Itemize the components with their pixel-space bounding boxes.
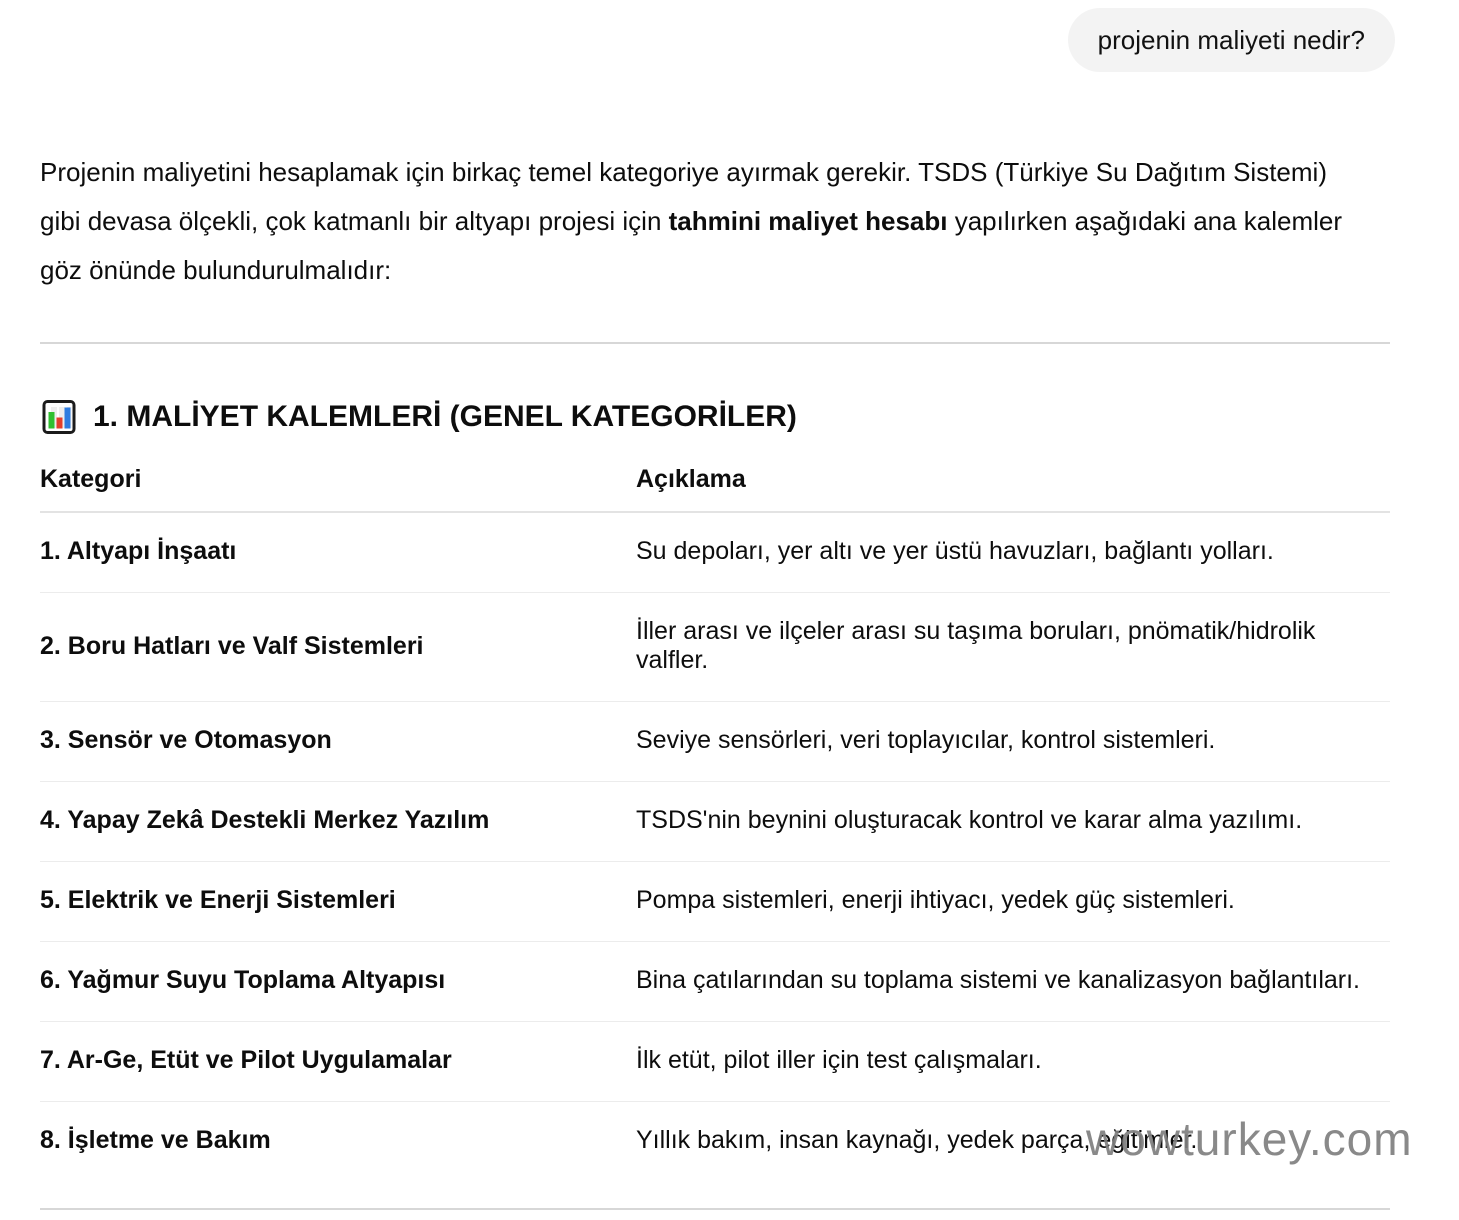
category-cell: 6. Yağmur Suyu Toplama Altyapısı [40, 942, 636, 1022]
description-cell: İller arası ve ilçeler arası su taşıma boruları, pnömatik/hidrolik valfler. [636, 593, 1390, 702]
section-title: 1. MALİYET KALEMLERİ (GENEL KATEGORİLER) [93, 400, 797, 433]
table-row [40, 593, 1390, 702]
description-cell: Su depoları, yer altı ve yer üstü havuzları, bağlantı yolları. [636, 512, 1390, 593]
bar-chart-icon [40, 398, 78, 436]
section-heading [40, 398, 797, 436]
table-row [40, 942, 1390, 1022]
user-message-bubble [1068, 8, 1395, 72]
bottom-divider [40, 1208, 1390, 1210]
description-cell: Pompa sistemleri, enerji ihtiyacı, yedek güç sistemleri. [636, 862, 1390, 942]
description-cell: İlk etüt, pilot iller için test çalışmaları. [636, 1022, 1390, 1102]
category-cell: 2. Boru Hatları ve Valf Sistemleri [40, 593, 636, 702]
category-cell: 8. İşletme ve Bakım [40, 1126, 271, 1154]
column-header-kategori: Kategori [40, 459, 636, 512]
table-row [40, 512, 1390, 593]
description-cell: Yıllık bakım, insan kaynağı, yedek parça, eğitimler. [636, 1126, 1198, 1154]
cost-table-container [40, 459, 1390, 1181]
user-message-text: projenin maliyeti nedir? [1097, 24, 1365, 55]
table-header-row [40, 459, 1390, 512]
category-cell: 3. Sensör ve Otomasyon [40, 702, 636, 782]
paragraph-bold-text: tahmini maliyet hesabı [668, 206, 948, 236]
description-cell: TSDS'nin beynini oluşturacak kontrol ve karar alma yazılımı. [636, 782, 1390, 862]
table-row [40, 782, 1390, 862]
section-divider [40, 342, 1390, 344]
table-row [40, 862, 1390, 942]
cost-categories-table [40, 459, 1390, 1181]
category-cell: 1. Altyapı İnşaatı [40, 512, 636, 593]
table-row [40, 1022, 1390, 1102]
intro-paragraph [40, 148, 1372, 295]
paragraph-text-start: Projenin maliyetini hesaplamak için birkaç temel kategoriye ayırmak gerekir. TSDS (Türkiye Su Dağıtım Sistemi) gibi devasa ölçekli, çok katmanlı bir altyapı projesi için [40, 157, 1327, 236]
description-cell: Seviye sensörleri, veri toplayıcılar, kontrol sistemleri. [636, 702, 1390, 782]
paragraph-text-end: yapılırken aşağıdaki ana kalemler göz önünde bulundurulmalıdır: [40, 206, 1343, 285]
category-cell: 4. Yapay Zekâ Destekli Merkez Yazılım [40, 782, 636, 862]
watermark: wowturkey.com [1086, 1113, 1413, 1165]
category-cell: 7. Ar-Ge, Etüt ve Pilot Uygulamalar [40, 1022, 636, 1102]
description-cell: Bina çatılarından su toplama sistemi ve kanalizasyon bağlantıları. [636, 942, 1390, 1022]
table-row [40, 702, 1390, 782]
category-cell: 5. Elektrik ve Enerji Sistemleri [40, 862, 636, 942]
column-header-aciklama: Açıklama [636, 459, 1390, 512]
